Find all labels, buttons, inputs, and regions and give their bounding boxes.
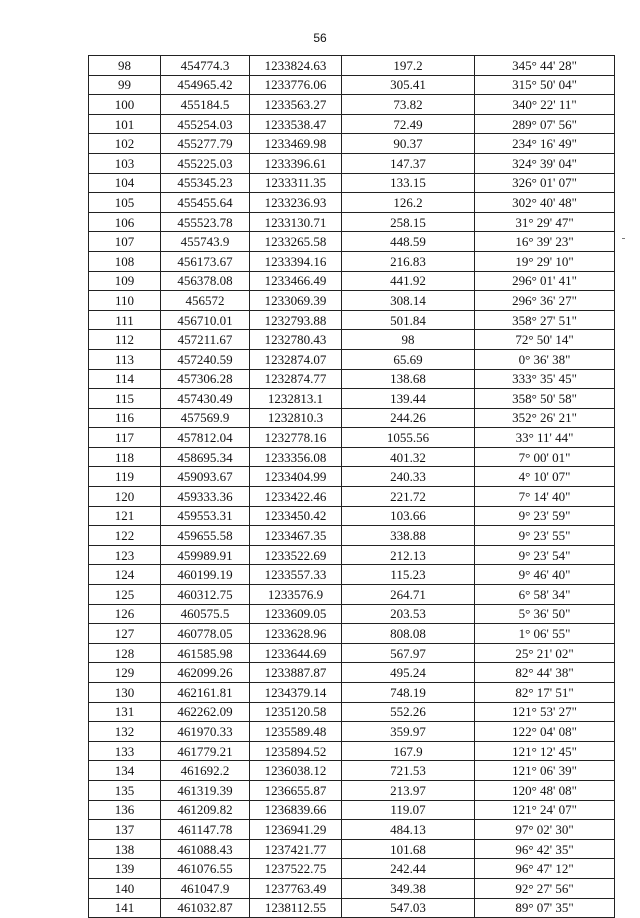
x-coordinate-cell: 461032.87 bbox=[161, 898, 250, 918]
bearing-cell: 358° 27' 51" bbox=[475, 310, 615, 330]
table-row bbox=[89, 134, 615, 154]
y-coordinate-cell: 1232778.16 bbox=[250, 428, 342, 448]
distance-cell: 126.2 bbox=[342, 193, 475, 213]
table-row bbox=[89, 330, 615, 350]
x-coordinate-cell: 461779.21 bbox=[161, 741, 250, 761]
point-number-cell: 116 bbox=[89, 408, 161, 428]
bearing-cell: 1° 06' 55" bbox=[475, 624, 615, 644]
y-coordinate-cell: 1233563.27 bbox=[250, 95, 342, 115]
y-coordinate-cell: 1232813.1 bbox=[250, 389, 342, 409]
bearing-cell: 9° 23' 54" bbox=[475, 545, 615, 565]
y-coordinate-cell: 1232793.88 bbox=[250, 310, 342, 330]
x-coordinate-cell: 462099.26 bbox=[161, 663, 250, 683]
x-coordinate-cell: 461585.98 bbox=[161, 643, 250, 663]
table-row bbox=[89, 878, 615, 898]
table-row bbox=[89, 643, 615, 663]
table-row bbox=[89, 291, 615, 311]
point-number-cell: 105 bbox=[89, 193, 161, 213]
distance-cell: 808.08 bbox=[342, 624, 475, 644]
x-coordinate-cell: 456378.08 bbox=[161, 271, 250, 291]
table-row bbox=[89, 624, 615, 644]
margin-mark bbox=[622, 238, 625, 239]
point-number-cell: 136 bbox=[89, 800, 161, 820]
table-row bbox=[89, 447, 615, 467]
point-number-cell: 128 bbox=[89, 643, 161, 663]
bearing-cell: 358° 50' 58" bbox=[475, 389, 615, 409]
y-coordinate-cell: 1233576.9 bbox=[250, 585, 342, 605]
table-row bbox=[89, 585, 615, 605]
point-number-cell: 113 bbox=[89, 349, 161, 369]
distance-cell: 139.44 bbox=[342, 389, 475, 409]
table-row bbox=[89, 114, 615, 134]
x-coordinate-cell: 455225.03 bbox=[161, 153, 250, 173]
y-coordinate-cell: 1232810.3 bbox=[250, 408, 342, 428]
table-row bbox=[89, 663, 615, 683]
x-coordinate-cell: 461076.55 bbox=[161, 859, 250, 879]
page-number: 56 bbox=[313, 31, 327, 45]
distance-cell: 103.66 bbox=[342, 506, 475, 526]
bearing-cell: 9° 23' 59" bbox=[475, 506, 615, 526]
y-coordinate-cell: 1237421.77 bbox=[250, 839, 342, 859]
point-number-cell: 106 bbox=[89, 212, 161, 232]
point-number-cell: 108 bbox=[89, 251, 161, 271]
point-number-cell: 141 bbox=[89, 898, 161, 918]
x-coordinate-cell: 460199.19 bbox=[161, 565, 250, 585]
table-row bbox=[89, 526, 615, 546]
x-coordinate-cell: 459655.58 bbox=[161, 526, 250, 546]
table-row bbox=[89, 898, 615, 918]
table-row bbox=[89, 761, 615, 781]
distance-cell: 338.88 bbox=[342, 526, 475, 546]
table-row bbox=[89, 722, 615, 742]
bearing-cell: 25° 21' 02" bbox=[475, 643, 615, 663]
y-coordinate-cell: 1232780.43 bbox=[250, 330, 342, 350]
x-coordinate-cell: 460312.75 bbox=[161, 585, 250, 605]
point-number-cell: 137 bbox=[89, 820, 161, 840]
table-row bbox=[89, 389, 615, 409]
distance-cell: 1055.56 bbox=[342, 428, 475, 448]
distance-cell: 264.71 bbox=[342, 585, 475, 605]
table-row bbox=[89, 467, 615, 487]
distance-cell: 203.53 bbox=[342, 604, 475, 624]
distance-cell: 147.37 bbox=[342, 153, 475, 173]
distance-cell: 101.68 bbox=[342, 839, 475, 859]
table-row bbox=[89, 428, 615, 448]
x-coordinate-cell: 459333.36 bbox=[161, 487, 250, 507]
distance-cell: 552.26 bbox=[342, 702, 475, 722]
table-row bbox=[89, 545, 615, 565]
point-number-cell: 115 bbox=[89, 389, 161, 409]
point-number-cell: 140 bbox=[89, 878, 161, 898]
table-row bbox=[89, 153, 615, 173]
y-coordinate-cell: 1237763.49 bbox=[250, 878, 342, 898]
x-coordinate-cell: 461319.39 bbox=[161, 780, 250, 800]
point-number-cell: 132 bbox=[89, 722, 161, 742]
distance-cell: 308.14 bbox=[342, 291, 475, 311]
bearing-cell: 121° 24' 07" bbox=[475, 800, 615, 820]
table-row bbox=[89, 271, 615, 291]
y-coordinate-cell: 1233609.05 bbox=[250, 604, 342, 624]
bearing-cell: 82° 17' 51" bbox=[475, 683, 615, 703]
distance-cell: 119.07 bbox=[342, 800, 475, 820]
table-row bbox=[89, 702, 615, 722]
distance-cell: 305.41 bbox=[342, 75, 475, 95]
y-coordinate-cell: 1233130.71 bbox=[250, 212, 342, 232]
distance-cell: 213.97 bbox=[342, 780, 475, 800]
point-number-cell: 117 bbox=[89, 428, 161, 448]
y-coordinate-cell: 1237522.75 bbox=[250, 859, 342, 879]
coordinates-table bbox=[88, 55, 615, 918]
y-coordinate-cell: 1233467.35 bbox=[250, 526, 342, 546]
bearing-cell: 4° 10' 07" bbox=[475, 467, 615, 487]
bearing-cell: 16° 39' 23" bbox=[475, 232, 615, 252]
x-coordinate-cell: 462262.09 bbox=[161, 702, 250, 722]
point-number-cell: 119 bbox=[89, 467, 161, 487]
y-coordinate-cell: 1233887.87 bbox=[250, 663, 342, 683]
bearing-cell: 333° 35' 45" bbox=[475, 369, 615, 389]
distance-cell: 401.32 bbox=[342, 447, 475, 467]
point-number-cell: 100 bbox=[89, 95, 161, 115]
y-coordinate-cell: 1233450.42 bbox=[250, 506, 342, 526]
point-number-cell: 123 bbox=[89, 545, 161, 565]
table-row bbox=[89, 780, 615, 800]
bearing-cell: 96° 42' 35" bbox=[475, 839, 615, 859]
distance-cell: 240.33 bbox=[342, 467, 475, 487]
point-number-cell: 122 bbox=[89, 526, 161, 546]
y-coordinate-cell: 1233538.47 bbox=[250, 114, 342, 134]
point-number-cell: 101 bbox=[89, 114, 161, 134]
distance-cell: 258.15 bbox=[342, 212, 475, 232]
bearing-cell: 96° 47' 12" bbox=[475, 859, 615, 879]
distance-cell: 73.82 bbox=[342, 95, 475, 115]
x-coordinate-cell: 456710.01 bbox=[161, 310, 250, 330]
distance-cell: 244.26 bbox=[342, 408, 475, 428]
x-coordinate-cell: 458695.34 bbox=[161, 447, 250, 467]
bearing-cell: 7° 14' 40" bbox=[475, 487, 615, 507]
bearing-cell: 296° 01' 41" bbox=[475, 271, 615, 291]
point-number-cell: 99 bbox=[89, 75, 161, 95]
x-coordinate-cell: 457306.28 bbox=[161, 369, 250, 389]
table-row bbox=[89, 683, 615, 703]
point-number-cell: 139 bbox=[89, 859, 161, 879]
distance-cell: 567.97 bbox=[342, 643, 475, 663]
distance-cell: 90.37 bbox=[342, 134, 475, 154]
bearing-cell: 121° 53' 27" bbox=[475, 702, 615, 722]
table-row bbox=[89, 349, 615, 369]
bearing-cell: 6° 58' 34" bbox=[475, 585, 615, 605]
point-number-cell: 138 bbox=[89, 839, 161, 859]
distance-cell: 65.69 bbox=[342, 349, 475, 369]
x-coordinate-cell: 461209.82 bbox=[161, 800, 250, 820]
distance-cell: 359.97 bbox=[342, 722, 475, 742]
bearing-cell: 315° 50' 04" bbox=[475, 75, 615, 95]
distance-cell: 448.59 bbox=[342, 232, 475, 252]
x-coordinate-cell: 456173.67 bbox=[161, 251, 250, 271]
distance-cell: 349.38 bbox=[342, 878, 475, 898]
x-coordinate-cell: 457812.04 bbox=[161, 428, 250, 448]
y-coordinate-cell: 1233422.46 bbox=[250, 487, 342, 507]
table-row bbox=[89, 212, 615, 232]
bearing-cell: 345° 44' 28" bbox=[475, 56, 615, 76]
x-coordinate-cell: 459553.31 bbox=[161, 506, 250, 526]
table-row bbox=[89, 800, 615, 820]
distance-cell: 133.15 bbox=[342, 173, 475, 193]
table-row bbox=[89, 487, 615, 507]
y-coordinate-cell: 1233824.63 bbox=[250, 56, 342, 76]
table-row bbox=[89, 839, 615, 859]
point-number-cell: 120 bbox=[89, 487, 161, 507]
y-coordinate-cell: 1233469.98 bbox=[250, 134, 342, 154]
bearing-cell: 31° 29' 47" bbox=[475, 212, 615, 232]
bearing-cell: 7° 00' 01" bbox=[475, 447, 615, 467]
y-coordinate-cell: 1233394.16 bbox=[250, 251, 342, 271]
table-row bbox=[89, 251, 615, 271]
point-number-cell: 111 bbox=[89, 310, 161, 330]
point-number-cell: 129 bbox=[89, 663, 161, 683]
y-coordinate-cell: 1233628.96 bbox=[250, 624, 342, 644]
bearing-cell: 82° 44' 38" bbox=[475, 663, 615, 683]
y-coordinate-cell: 1232874.77 bbox=[250, 369, 342, 389]
table-row bbox=[89, 408, 615, 428]
distance-cell: 221.72 bbox=[342, 487, 475, 507]
table-row bbox=[89, 56, 615, 76]
x-coordinate-cell: 454774.3 bbox=[161, 56, 250, 76]
x-coordinate-cell: 455455.64 bbox=[161, 193, 250, 213]
y-coordinate-cell: 1233356.08 bbox=[250, 447, 342, 467]
table-row bbox=[89, 193, 615, 213]
x-coordinate-cell: 461970.33 bbox=[161, 722, 250, 742]
x-coordinate-cell: 455523.78 bbox=[161, 212, 250, 232]
bearing-cell: 9° 23' 55" bbox=[475, 526, 615, 546]
bearing-cell: 33° 11' 44" bbox=[475, 428, 615, 448]
bearing-cell: 296° 36' 27" bbox=[475, 291, 615, 311]
y-coordinate-cell: 1235589.48 bbox=[250, 722, 342, 742]
y-coordinate-cell: 1236038.12 bbox=[250, 761, 342, 781]
x-coordinate-cell: 461692.2 bbox=[161, 761, 250, 781]
y-coordinate-cell: 1238112.55 bbox=[250, 898, 342, 918]
distance-cell: 547.03 bbox=[342, 898, 475, 918]
y-coordinate-cell: 1236655.87 bbox=[250, 780, 342, 800]
y-coordinate-cell: 1233776.06 bbox=[250, 75, 342, 95]
x-coordinate-cell: 456572 bbox=[161, 291, 250, 311]
table-row bbox=[89, 310, 615, 330]
y-coordinate-cell: 1233466.49 bbox=[250, 271, 342, 291]
point-number-cell: 126 bbox=[89, 604, 161, 624]
point-number-cell: 124 bbox=[89, 565, 161, 585]
y-coordinate-cell: 1235120.58 bbox=[250, 702, 342, 722]
bearing-cell: 72° 50' 14" bbox=[475, 330, 615, 350]
x-coordinate-cell: 462161.81 bbox=[161, 683, 250, 703]
point-number-cell: 98 bbox=[89, 56, 161, 76]
point-number-cell: 134 bbox=[89, 761, 161, 781]
x-coordinate-cell: 455743.9 bbox=[161, 232, 250, 252]
table-row bbox=[89, 741, 615, 761]
x-coordinate-cell: 455345.23 bbox=[161, 173, 250, 193]
bearing-cell: 326° 01' 07" bbox=[475, 173, 615, 193]
point-number-cell: 130 bbox=[89, 683, 161, 703]
point-number-cell: 127 bbox=[89, 624, 161, 644]
bearing-cell: 234° 16' 49" bbox=[475, 134, 615, 154]
x-coordinate-cell: 457569.9 bbox=[161, 408, 250, 428]
bearing-cell: 122° 04' 08" bbox=[475, 722, 615, 742]
x-coordinate-cell: 461147.78 bbox=[161, 820, 250, 840]
y-coordinate-cell: 1236839.66 bbox=[250, 800, 342, 820]
bearing-cell: 97° 02' 30" bbox=[475, 820, 615, 840]
y-coordinate-cell: 1234379.14 bbox=[250, 683, 342, 703]
bearing-cell: 0° 36' 38" bbox=[475, 349, 615, 369]
bearing-cell: 340° 22' 11" bbox=[475, 95, 615, 115]
x-coordinate-cell: 454965.42 bbox=[161, 75, 250, 95]
point-number-cell: 121 bbox=[89, 506, 161, 526]
table-row bbox=[89, 232, 615, 252]
point-number-cell: 104 bbox=[89, 173, 161, 193]
bearing-cell: 289° 07' 56" bbox=[475, 114, 615, 134]
distance-cell: 98 bbox=[342, 330, 475, 350]
y-coordinate-cell: 1235894.52 bbox=[250, 741, 342, 761]
point-number-cell: 103 bbox=[89, 153, 161, 173]
y-coordinate-cell: 1233557.33 bbox=[250, 565, 342, 585]
x-coordinate-cell: 457240.59 bbox=[161, 349, 250, 369]
distance-cell: 212.13 bbox=[342, 545, 475, 565]
table-row bbox=[89, 506, 615, 526]
table-row bbox=[89, 604, 615, 624]
distance-cell: 484.13 bbox=[342, 820, 475, 840]
table-row bbox=[89, 859, 615, 879]
bearing-cell: 324° 39' 04" bbox=[475, 153, 615, 173]
point-number-cell: 110 bbox=[89, 291, 161, 311]
point-number-cell: 114 bbox=[89, 369, 161, 389]
y-coordinate-cell: 1233069.39 bbox=[250, 291, 342, 311]
table-row bbox=[89, 173, 615, 193]
bearing-cell: 302° 40' 48" bbox=[475, 193, 615, 213]
bearing-cell: 5° 36' 50" bbox=[475, 604, 615, 624]
table-row bbox=[89, 565, 615, 585]
distance-cell: 495.24 bbox=[342, 663, 475, 683]
x-coordinate-cell: 459093.67 bbox=[161, 467, 250, 487]
point-number-cell: 107 bbox=[89, 232, 161, 252]
distance-cell: 242.44 bbox=[342, 859, 475, 879]
distance-cell: 441.92 bbox=[342, 271, 475, 291]
y-coordinate-cell: 1236941.29 bbox=[250, 820, 342, 840]
y-coordinate-cell: 1232874.07 bbox=[250, 349, 342, 369]
distance-cell: 138.68 bbox=[342, 369, 475, 389]
y-coordinate-cell: 1233404.99 bbox=[250, 467, 342, 487]
distance-cell: 721.53 bbox=[342, 761, 475, 781]
bearing-cell: 352° 26' 21" bbox=[475, 408, 615, 428]
y-coordinate-cell: 1233644.69 bbox=[250, 643, 342, 663]
distance-cell: 748.19 bbox=[342, 683, 475, 703]
x-coordinate-cell: 459989.91 bbox=[161, 545, 250, 565]
bearing-cell: 120° 48' 08" bbox=[475, 780, 615, 800]
table-body bbox=[89, 56, 615, 918]
point-number-cell: 125 bbox=[89, 585, 161, 605]
y-coordinate-cell: 1233236.93 bbox=[250, 193, 342, 213]
table-row bbox=[89, 369, 615, 389]
x-coordinate-cell: 455254.03 bbox=[161, 114, 250, 134]
y-coordinate-cell: 1233522.69 bbox=[250, 545, 342, 565]
x-coordinate-cell: 461088.43 bbox=[161, 839, 250, 859]
point-number-cell: 131 bbox=[89, 702, 161, 722]
bearing-cell: 19° 29' 10" bbox=[475, 251, 615, 271]
point-number-cell: 118 bbox=[89, 447, 161, 467]
y-coordinate-cell: 1233311.35 bbox=[250, 173, 342, 193]
bearing-cell: 89° 07' 35" bbox=[475, 898, 615, 918]
x-coordinate-cell: 461047.9 bbox=[161, 878, 250, 898]
x-coordinate-cell: 457211.67 bbox=[161, 330, 250, 350]
y-coordinate-cell: 1233265.58 bbox=[250, 232, 342, 252]
table-row bbox=[89, 75, 615, 95]
point-number-cell: 133 bbox=[89, 741, 161, 761]
point-number-cell: 135 bbox=[89, 780, 161, 800]
table-row bbox=[89, 95, 615, 115]
distance-cell: 167.9 bbox=[342, 741, 475, 761]
x-coordinate-cell: 460575.5 bbox=[161, 604, 250, 624]
bearing-cell: 121° 06' 39" bbox=[475, 761, 615, 781]
x-coordinate-cell: 455184.5 bbox=[161, 95, 250, 115]
point-number-cell: 112 bbox=[89, 330, 161, 350]
distance-cell: 115.23 bbox=[342, 565, 475, 585]
distance-cell: 72.49 bbox=[342, 114, 475, 134]
x-coordinate-cell: 460778.05 bbox=[161, 624, 250, 644]
bearing-cell: 121° 12' 45" bbox=[475, 741, 615, 761]
x-coordinate-cell: 455277.79 bbox=[161, 134, 250, 154]
bearing-cell: 92° 27' 56" bbox=[475, 878, 615, 898]
y-coordinate-cell: 1233396.61 bbox=[250, 153, 342, 173]
x-coordinate-cell: 457430.49 bbox=[161, 389, 250, 409]
point-number-cell: 109 bbox=[89, 271, 161, 291]
distance-cell: 197.2 bbox=[342, 56, 475, 76]
table-row bbox=[89, 820, 615, 840]
distance-cell: 501.84 bbox=[342, 310, 475, 330]
bearing-cell: 9° 46' 40" bbox=[475, 565, 615, 585]
point-number-cell: 102 bbox=[89, 134, 161, 154]
distance-cell: 216.83 bbox=[342, 251, 475, 271]
